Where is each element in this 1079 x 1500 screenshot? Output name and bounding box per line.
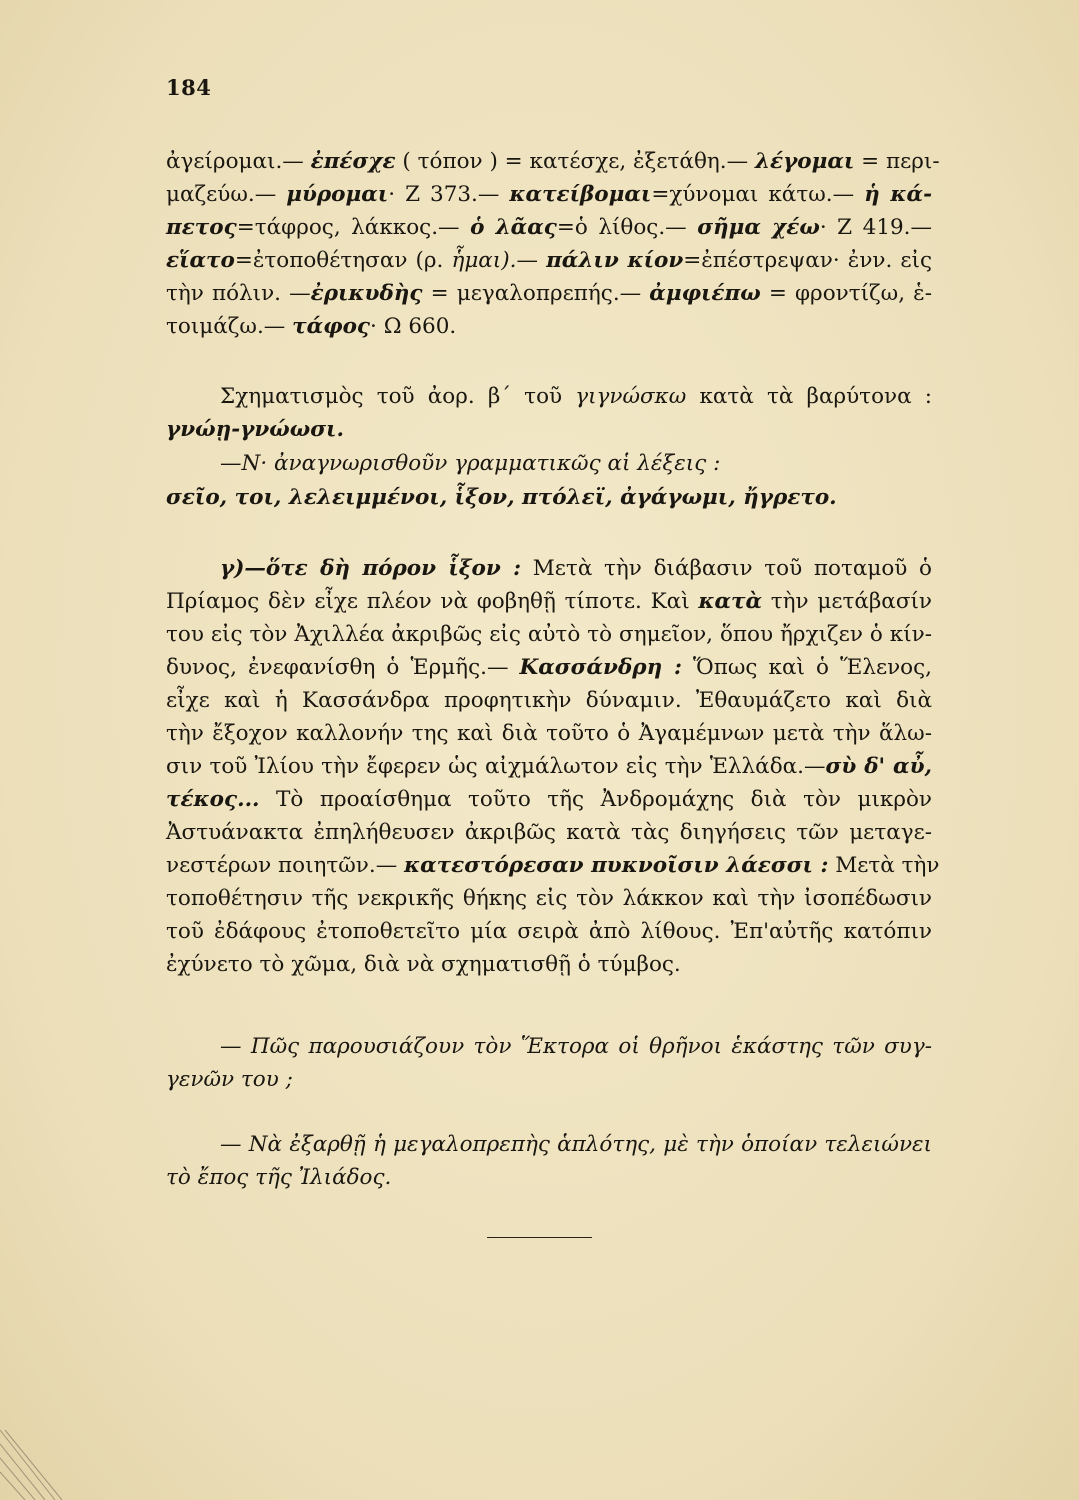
commentary-line xyxy=(220,552,932,585)
glossary-line xyxy=(166,178,932,211)
text: — xyxy=(516,248,547,273)
commentary-line xyxy=(166,948,932,981)
text: Πρίαμος δὲν εἶχε πλέον νὰ φοβηθῇ τίποτε. Καὶ xyxy=(166,589,699,614)
commentary-line xyxy=(166,783,932,816)
text: ἀκριβῶς εἰς αὐτὸ τὸ σημεῖον, ὅπου ἤρχιζεν ὁ κίν- xyxy=(384,622,932,647)
commentary-line xyxy=(166,882,932,915)
commentary-line xyxy=(166,816,932,849)
text: σιν τοῦ Ἰλίου τὴν ἔφερεν ὡς αἰχμάλωτον εἰς τὴν xyxy=(166,754,710,779)
text: Ὅπως καὶ ὁ Ἕλενος, xyxy=(681,655,932,680)
lemma: σὺ δ' αὖ, xyxy=(825,754,932,779)
text: νεστέρων ποιητῶν.— xyxy=(166,853,405,878)
lemma: τέκος... xyxy=(166,787,260,812)
text: Ἐπ'αὐτῆς xyxy=(730,919,834,944)
text: τοποθέτησιν τῆς νεκρικῆς θήκης εἰς τὸν λάκκον καὶ τὴν ἰσοπέδωσιν xyxy=(166,886,932,911)
exercise-line xyxy=(220,447,932,480)
question-text: τὸ ἔπος τῆς Ἰλιάδος. xyxy=(166,1165,392,1190)
question-text: γενῶν του ; xyxy=(166,1067,293,1092)
text: · Ζ 419.— xyxy=(819,215,933,240)
lemma: κατεστόρεσαν πυκνοῖσιν λάεσσι : xyxy=(404,853,829,878)
text: τὴν πόλιν. — xyxy=(166,281,311,306)
forms: γνώῃ-γνώωσι. xyxy=(166,417,344,442)
term-root: ἧμαι). xyxy=(451,248,517,273)
page-number: 184 xyxy=(166,75,212,100)
term: λέγομαι xyxy=(754,149,855,174)
text: · Ω 660. xyxy=(370,314,457,339)
text: τὴν μετάβασίν xyxy=(762,589,932,614)
term: πάλιν κίον xyxy=(546,248,684,273)
exercise-words xyxy=(166,481,932,514)
text: ἐχύνετο τὸ χῶμα, διὰ νὰ σχηματισθῇ ὁ τύμβος. xyxy=(166,952,681,977)
text: του εἰς τὸν xyxy=(166,622,295,647)
lemma: γ)—ὅτε δὴ πόρον ἷξον : xyxy=(220,556,522,581)
term: ἀμφιέπω xyxy=(649,281,761,306)
instruction: ἀναγνωρισθοῦν γραμματικῶς αἱ λέξεις : xyxy=(273,451,721,476)
question-line xyxy=(166,1063,932,1096)
text: Μετὰ τὴν διάβασιν τοῦ ποταμοῦ ὁ xyxy=(521,556,933,581)
commentary-line xyxy=(166,585,932,618)
text: = φροντίζω, ἑ- xyxy=(760,281,932,306)
text: =ἐτοποθέτησαν (ρ. xyxy=(234,248,452,273)
text: κατόπιν xyxy=(833,919,933,944)
question-line xyxy=(220,1128,932,1161)
glossary-line xyxy=(166,145,940,178)
text: = μεγαλοπρεπής.— xyxy=(422,281,650,306)
name: Ἀγαμέμνων xyxy=(638,721,765,746)
aorist-line xyxy=(166,413,932,446)
term: πετος xyxy=(166,215,237,240)
question-line xyxy=(166,1161,932,1194)
question-text: — Νὰ ἐξαρθῇ ἡ μεγαλοπρεπὴς ἁπλότης, μὲ τὴν ὁποίαν τελειώνει xyxy=(220,1132,932,1157)
commentary-line xyxy=(166,717,932,750)
end-rule xyxy=(487,1237,592,1238)
text: —Ν· xyxy=(220,451,274,476)
text: =τάφρος, λάκκος.— xyxy=(236,215,471,240)
text: =ὁ λίθος.— xyxy=(556,215,698,240)
term: κατείβομαι xyxy=(509,182,652,207)
text: δυνος, ἐνεφανίσθη ὁ Ἑρμῆς.— xyxy=(166,655,520,680)
glossary-line xyxy=(166,244,932,277)
term: εἵατο xyxy=(166,248,235,273)
term: ἐρικυδὴς xyxy=(310,281,423,306)
lemma: Κασσάνδρη : xyxy=(519,655,682,680)
term: σῆμα χέω xyxy=(697,215,820,240)
text: ἀγείρομαι.— xyxy=(166,149,311,174)
commentary-line xyxy=(166,750,932,783)
word-list: σεῖο, τοι, λελειμμένοι, ἷξον, πτόλεϊ, ἀγάγωμι, ἤγρετο. xyxy=(166,485,837,510)
glossary-line xyxy=(166,211,932,244)
commentary-line xyxy=(166,849,940,882)
text: Μετὰ τὴν xyxy=(828,853,940,878)
commentary-line xyxy=(166,684,932,717)
text: μαζεύω.— xyxy=(166,182,287,207)
aorist-line xyxy=(220,380,932,413)
text: μετὰ τὴν ἅλω- xyxy=(764,721,932,746)
commentary-line xyxy=(166,651,932,684)
term: μύρομαι xyxy=(286,182,389,207)
text: τὴν ἔξοχον καλλονήν της καὶ διὰ τοῦτο ὁ xyxy=(166,721,639,746)
term: κατὰ xyxy=(698,589,763,614)
text: =ἐπέστρεψαν· ἐνν. εἰς xyxy=(683,248,932,273)
term: τάφος xyxy=(292,314,371,339)
text: κατὰ τὰ βαρύτονα : xyxy=(686,384,933,409)
text: Τὸ προαίσθημα τοῦτο τῆς Ἀνδρομάχης διὰ τὸν μικρὸν xyxy=(259,787,932,812)
text: · Ζ 373.— xyxy=(388,182,510,207)
text: = περι- xyxy=(854,149,940,174)
question-line xyxy=(220,1030,932,1063)
name: Ἀχιλλέα xyxy=(294,622,385,647)
text: Σχηματισμὸς τοῦ ἀορ. β΄ τοῦ xyxy=(220,384,576,409)
glossary-line xyxy=(166,310,932,343)
margin-scratch-marks xyxy=(0,1410,70,1500)
text: τοιμάζω.— xyxy=(166,314,293,339)
name: Ἑλλάδα xyxy=(709,754,798,779)
term: ἐπέσχε xyxy=(310,149,396,174)
question-text: — Πῶς παρουσιάζουν τὸν Ἕκτορα οἱ θρῆνοι ἑκάστης τῶν συγ- xyxy=(220,1034,932,1059)
text: =χύνομαι κάτω.— xyxy=(651,182,865,207)
commentary-line xyxy=(166,618,932,651)
text: ( τόπον ) = κατέσχε, ἐξετάθη.— xyxy=(395,149,755,174)
text: τοῦ ἐδάφους ἐτοποθετεῖτο μία σειρὰ ἀπὸ λίθους. xyxy=(166,919,731,944)
term: γιγνώσκω xyxy=(575,384,687,409)
glossary-line xyxy=(166,277,932,310)
text: Ἀστυάνακτα ἐπηλήθευσεν ἀκριβῶς κατὰ τὰς διηγήσεις τῶν μεταγε- xyxy=(166,820,932,845)
commentary-line xyxy=(166,915,932,948)
text: .— xyxy=(797,754,826,779)
term: ἡ κά- xyxy=(864,182,932,207)
term: ὁ λᾶας xyxy=(470,215,557,240)
text: εἶχε καὶ ἡ Κασσάνδρα προφητικὴν δύναμιν. Ἐθαυμάζετο καὶ διὰ xyxy=(166,688,932,713)
